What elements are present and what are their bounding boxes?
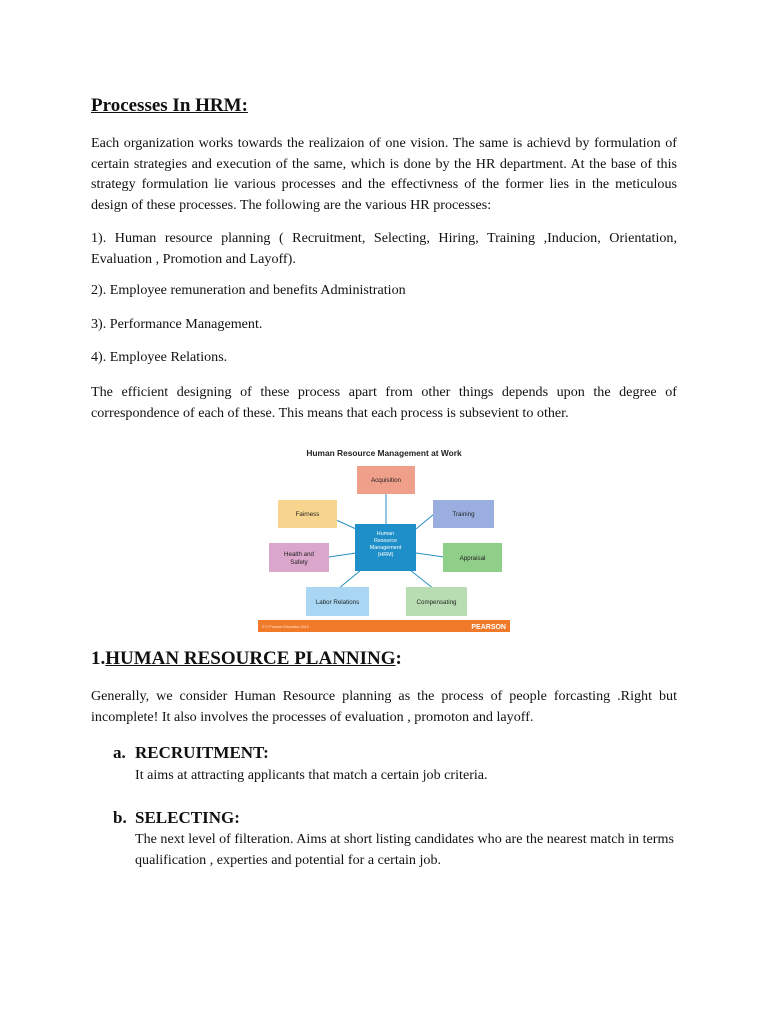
center-label-3: Management [369, 545, 402, 551]
diagram-title: Human Resource Management at Work [306, 448, 462, 458]
section-title: HUMAN RESOURCE PLANNING [105, 648, 396, 669]
process-item-2: 2). Employee remuneration and benefits Administration [91, 282, 406, 298]
labor-relations-label: Labor Relations [315, 599, 360, 606]
subsection-heading-selecting [113, 808, 240, 828]
center-label-4: (HRM) [377, 552, 394, 558]
subsection-marker: a. [113, 743, 126, 762]
compensating-label: Compensating [416, 599, 457, 606]
center-label-2: Resource [373, 538, 398, 544]
health-label-1: Health and [284, 551, 314, 558]
process-item-4: 4). Employee Relations. [91, 349, 228, 365]
fairness-label: Fairness [295, 511, 320, 518]
hrm-diagram [258, 439, 510, 632]
footer-copyright: © © Pearson Education 2013 [262, 625, 309, 629]
intro-paragraph: Each organization works towards the realizaion of one vision. The same is achievd by formulation of certain strategies and execution of the same, which is done by the HR department. At the base of this strategy formulation lie various processes and the effectivness of the former lies in the meticulous design of these processes. The following are the various HR processes: [91, 135, 677, 213]
training-label: Training [452, 511, 475, 518]
acquisition-label: Acquisition [371, 477, 401, 484]
efficient-paragraph: The efficient designing of these process apart from other things depends upon the degree of correspondence of each of these. This means that each process is subsevient to other. [91, 384, 677, 421]
section-heading-hr-planning [91, 648, 402, 670]
subsection-text-selecting: The next level of filteration. Aims at short listing candidates who are the nearest match in terms qualification , experties and potential for a certain job. [135, 831, 674, 868]
page-title: Processes In HRM: [91, 95, 248, 116]
subsection-marker: b. [113, 808, 127, 827]
health-label-2: Safety [290, 559, 308, 566]
section-paragraph: Generally, we consider Human Resource planning as the process of people forcasting .Right but incomplete! It also involves the processes of evaluation , promoton and layoff. [91, 688, 677, 725]
subsection-heading-recruitment [113, 743, 269, 763]
footer-publisher: PEARSON [471, 624, 506, 631]
section-colon: : [395, 648, 402, 669]
process-item-1: 1). Human resource planning ( Recruitment, Selecting, Hiring, Training ,Inducion, Orientation, Evaluation , Promotion and Layoff). [91, 230, 677, 267]
subsection-title: SELECTING: [135, 808, 240, 827]
appraisal-label: Appraisal [459, 555, 486, 562]
section-number: 1. [91, 648, 106, 669]
process-item-3: 3). Performance Management. [91, 316, 263, 332]
center-label-1: Human [376, 531, 395, 537]
subsection-text-recruitment: It aims at attracting applicants that match a certain job criteria. [135, 767, 488, 783]
subsection-title: RECRUITMENT: [135, 743, 269, 762]
